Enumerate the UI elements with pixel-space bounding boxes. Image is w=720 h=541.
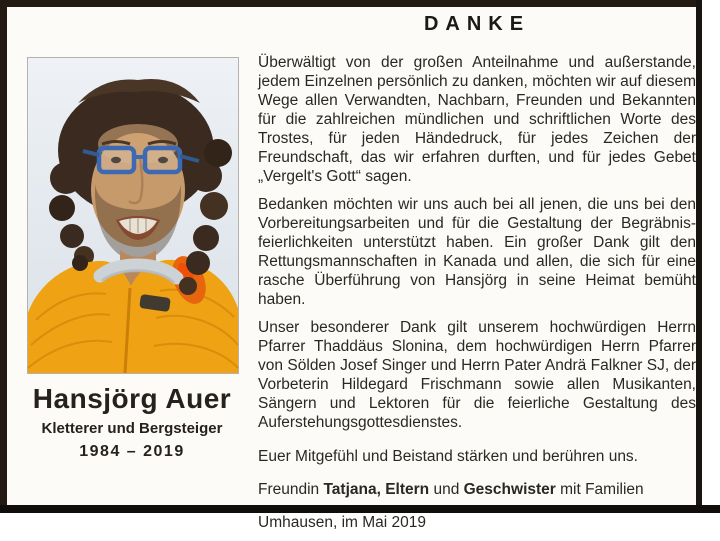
signature-line [258, 480, 696, 499]
deceased-role: Kletterer und Bergsteiger [41, 419, 223, 437]
signature-suffix: mit Familien [555, 481, 644, 498]
paragraph-thanks-clergy: Unser besonderer Dank gilt unserem hochwürdigen Herrn Pfarrer Thaddäus Slonina, dem hochwürdigen Herrn Pfarrer von Sölden Josef Singer und Herrn Pater Andrä Falkner SJ, der Vorbeterin Hildegard Frischmann sowie allen Musikanten, Sängern und Lektoren für die feierliche Gestaltung des Auferstehungsgottesdienstes. [258, 319, 696, 431]
signature-bold-tatjana-eltern: Tatjana, Eltern [323, 481, 430, 498]
deceased-years: 1984 – 2019 [79, 442, 185, 460]
deceased-name-block [12, 384, 252, 461]
portrait-illustration [28, 58, 238, 373]
portrait-photo [27, 57, 239, 374]
closing-line: Euer Mitgefühl und Beistand stärken und berühren uns. [258, 448, 638, 465]
signature-middle: und [429, 481, 464, 498]
signature-prefix: Freundin [258, 481, 324, 498]
frame-border-top [0, 0, 702, 7]
signature-bold-geschwister: Geschwister [463, 481, 556, 498]
deceased-name: Hansjörg Auer [32, 383, 232, 414]
dateline: Umhausen, im Mai 2019 [258, 514, 426, 531]
notice-title: DANKE [423, 13, 531, 35]
frame-border-left [0, 0, 7, 513]
page-right-margin [702, 0, 720, 505]
paragraph-thanks-helpers: Bedanken möchten wir uns auch bei all jenen, die uns bei den Vorbereitungsarbeiten und für die Gestaltung der Begräbnisfeierlichkeiten unterstützt haben. Ein großer Dank gilt den Rettungsmannschaften in Kanada und allen, die sich für eine rasche Überführung von Hansjörg in seine Heimat bemüht haben. [258, 196, 696, 308]
paragraph-thanks-general: Überwältigt von der großen Anteilnahme und außerstande, jedem Einzelnen persönlich zu danken, möchten wir auf diesem Wege allen Verwandten, Nachbarn, Freunden und Bekannten für die zahlreichen mündlichen und schriftlichen Worte des Trostes, für jeden Händedruck, für jedes Zeichen der Freundschaft, das wir erfahren durften, und für jedes Gebet „Vergelt's Gott“ sagen. [258, 54, 696, 185]
notice-text-column [258, 13, 696, 541]
